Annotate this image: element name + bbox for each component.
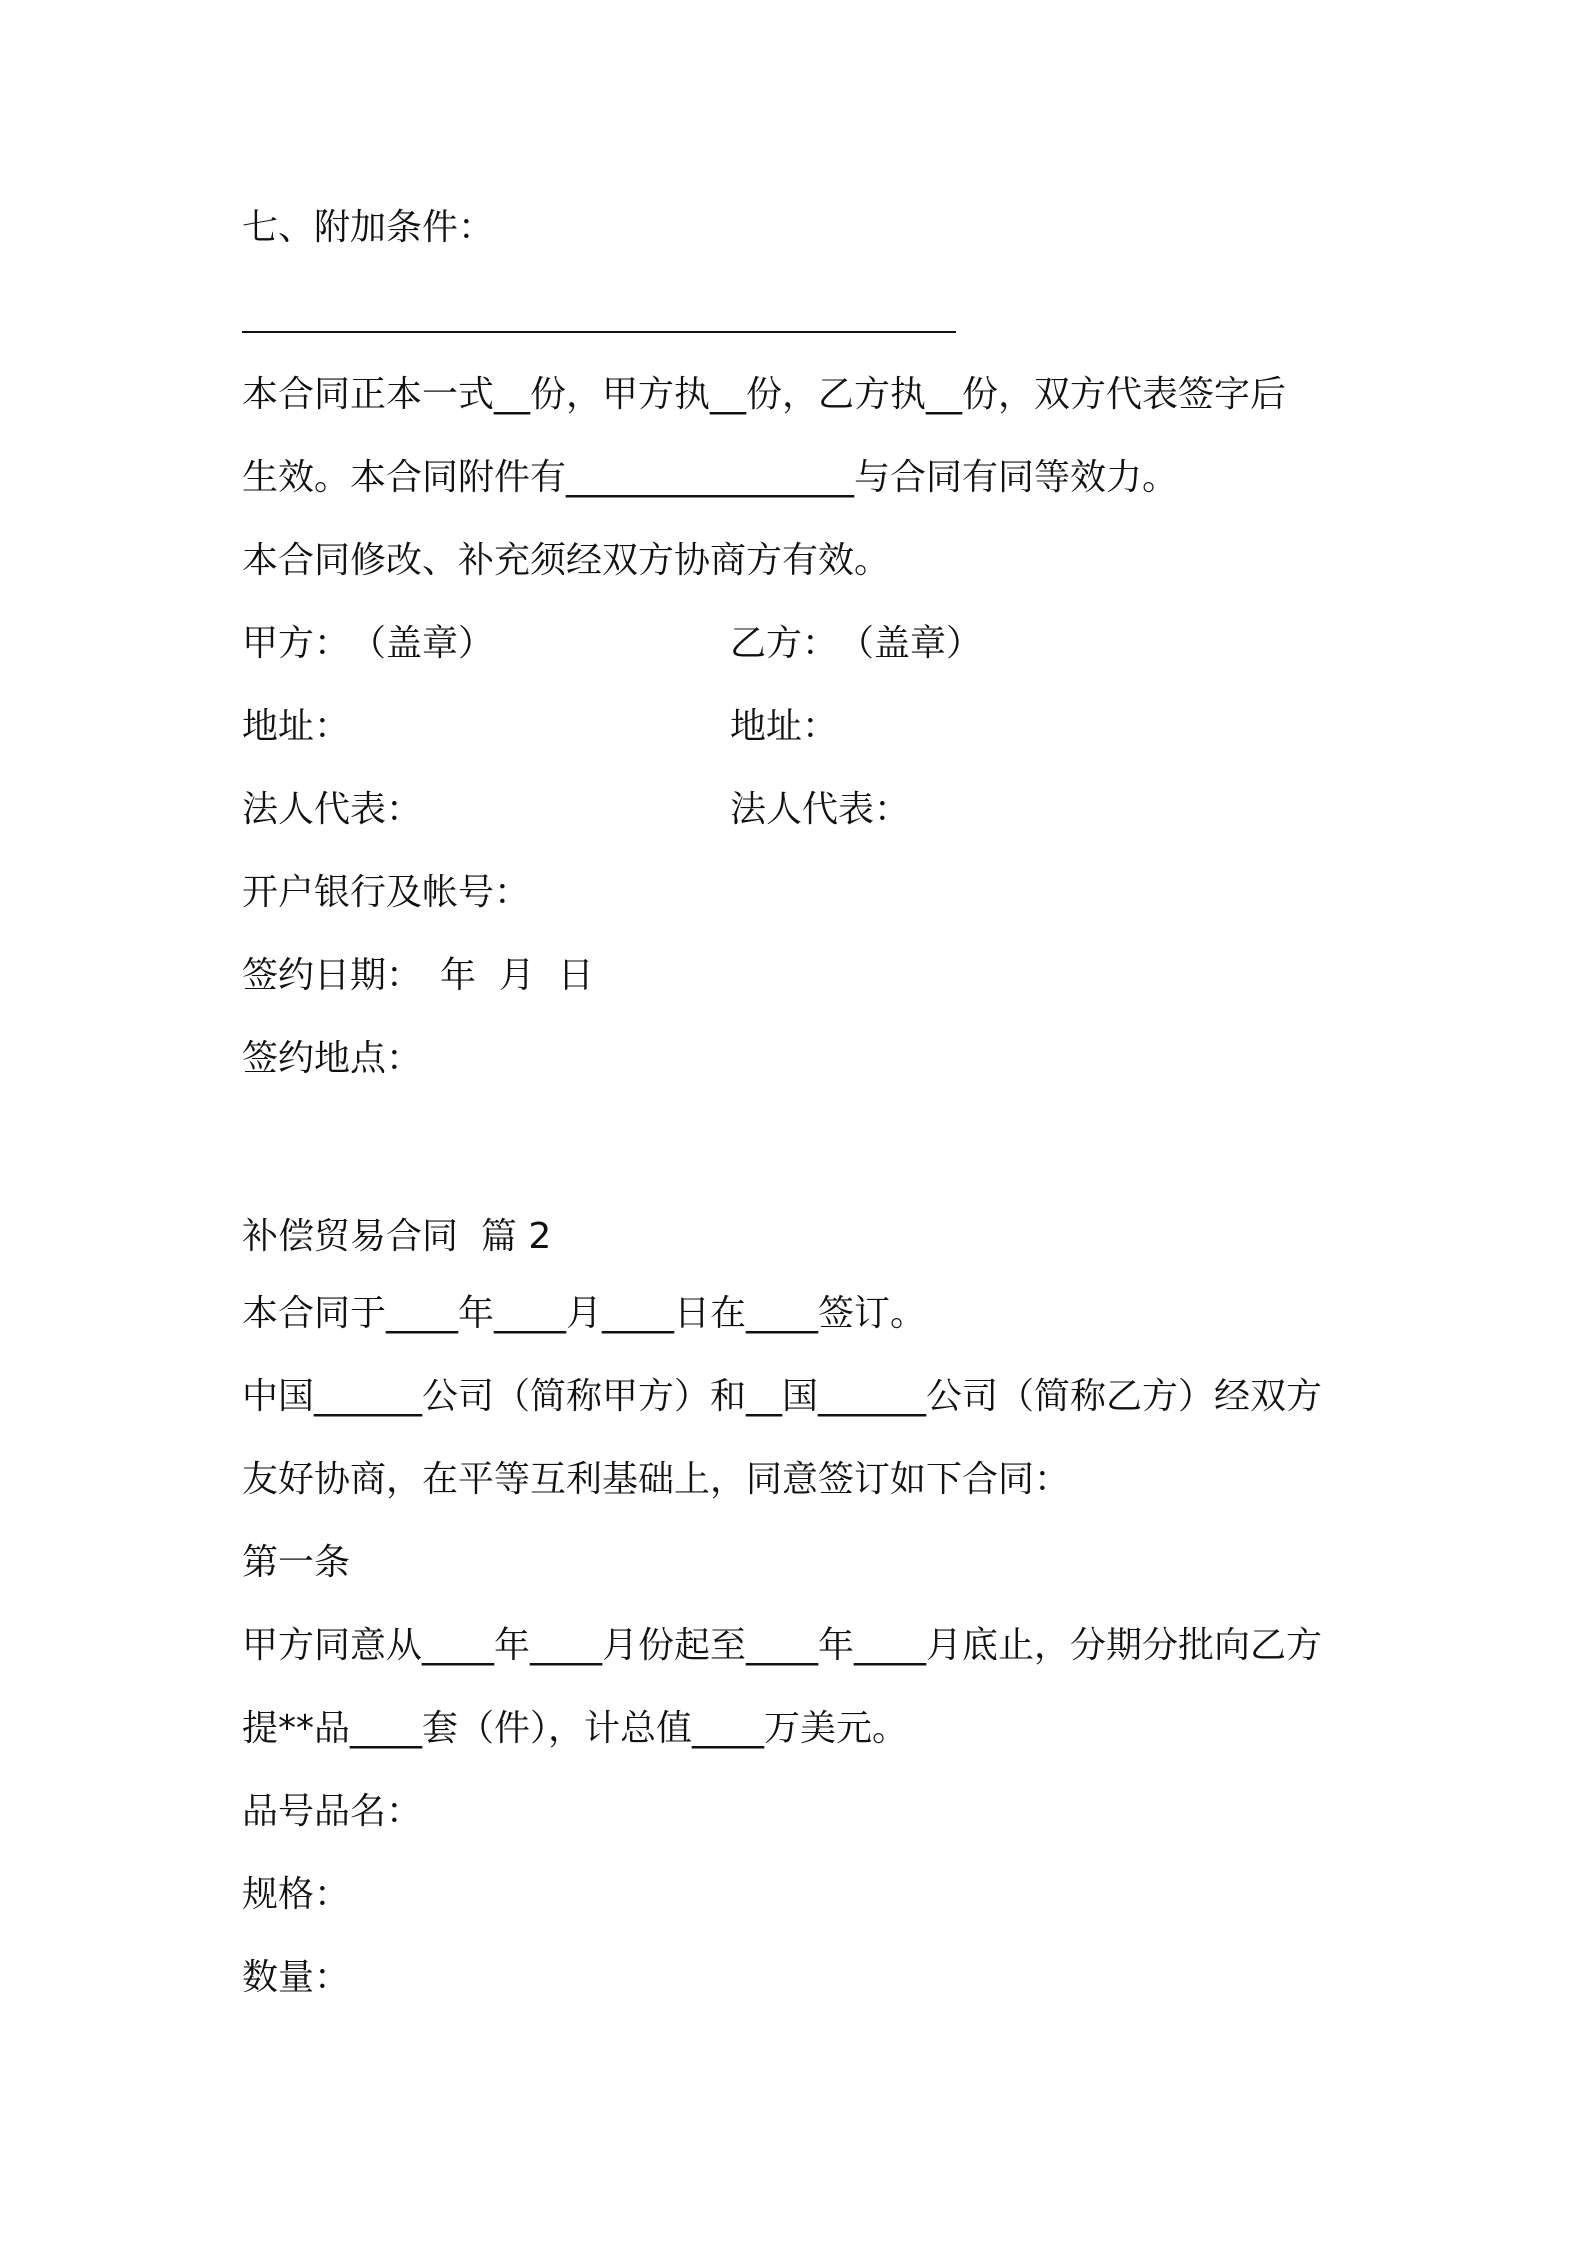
section-heading: 七、附加条件： xyxy=(242,207,495,248)
article-heading: 第一条 xyxy=(242,1542,351,1583)
party-b-seal: 乙方： （盖章） xyxy=(730,623,983,664)
party-a-seal: 甲方： （盖章） xyxy=(242,623,495,664)
party-b-representative: 法人代表： xyxy=(730,789,911,830)
contract-title: 补偿贸易合同 篇 2 xyxy=(242,1216,552,1257)
specification-field: 规格： xyxy=(242,1874,351,1915)
quantity-field: 数量： xyxy=(242,1957,351,1998)
party-b-address: 地址： xyxy=(730,706,839,747)
bank-account: 开户银行及帐号： xyxy=(242,872,531,913)
signing-place: 签约地点： xyxy=(242,1038,423,1079)
signing-date: 签约日期： 年 月 日 xyxy=(242,955,594,996)
supply-clause-cont: 提**品____套（件），计总值____万美元。 xyxy=(242,1708,909,1749)
attachment-clause: 生效。本合同附件有________________与合同有同等效力。 xyxy=(242,457,1179,498)
agreement-clause: 友好协商，在平等互利基础上，同意签订如下合同： xyxy=(242,1459,1071,1500)
blank-fill-line xyxy=(242,331,956,333)
amendment-clause: 本合同修改、补充须经双方协商方有效。 xyxy=(242,540,891,581)
item-name-field: 品号品名： xyxy=(242,1791,423,1832)
supply-clause: 甲方同意从____年____月份起至____年____月底止，分期分批向乙方 xyxy=(242,1625,1323,1666)
copies-clause: 本合同正本一式__份，甲方执__份，乙方执__份，双方代表签字后 xyxy=(242,374,1287,415)
party-a-representative: 法人代表： xyxy=(242,789,423,830)
parties-clause: 中国______公司（简称甲方）和__国______公司（简称乙方）经双方 xyxy=(242,1376,1323,1417)
signing-clause: 本合同于____年____月____日在____签订。 xyxy=(242,1293,927,1334)
party-a-address: 地址： xyxy=(242,706,351,747)
